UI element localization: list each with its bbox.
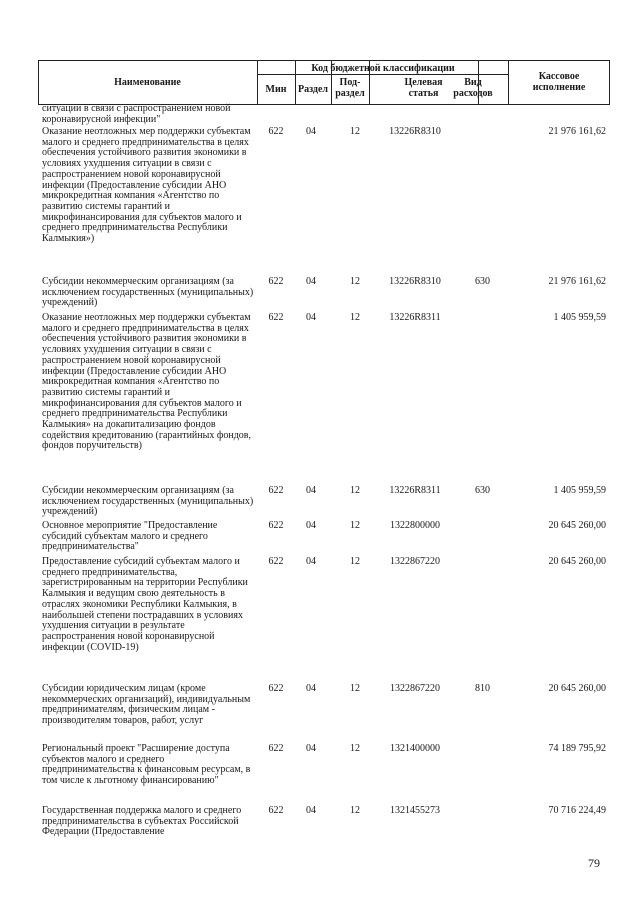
row-name: Оказание неотложных мер поддержки субъектам малого и среднего предпринимательства в целях обеспечения устойчивого развития экономики в условиях ухудшения ситуации в связи с распространением новой коронавирусной инфекции (Предоставление субсидии АНО микрокредитная компания «Агентство по развитию системы гарантий и микрофинансирования для субъектов малого и среднего предпринимательства Республики Калмыкия» на докапитализацию фондов содействия кредитованию (гарантийных фондов, фондов поручительств) — [42, 312, 251, 452]
header-podrazdel: Под- раздел — [335, 77, 365, 99]
row-amount: 70 716 224,49 — [548, 805, 606, 816]
row-razdel: 04 — [306, 743, 316, 754]
row-vid: 810 — [475, 683, 490, 694]
row-target: 13226R8310 — [389, 126, 441, 137]
row-target: 1322867220 — [390, 556, 440, 567]
row-amount: 74 189 795,92 — [548, 743, 606, 754]
row-vid: 630 — [475, 276, 490, 287]
row-amount: 21 976 161,62 — [548, 126, 606, 137]
header-razdel: Раздел — [297, 84, 329, 95]
row-razdel: 04 — [306, 312, 316, 323]
row-razdel: 04 — [306, 520, 316, 531]
row-name: Оказание неотложных мер поддержки субъектам малого и среднего предпринимательства в целях обеспечения устойчивого развития экономики в условиях ухудшения ситуации в связи с распространением новой коронавирусной инфекции (Предоставление субсидии АНО микрокредитная компания «Агентство по развитию системы гарантий и микрофинансирования для субъектов малого и среднего предпринимательства Республики Калмыкия») — [42, 126, 251, 245]
row-target: 13226R8310 — [389, 276, 441, 287]
row-target: 1321400000 — [390, 743, 440, 754]
row-target: 13226R8311 — [389, 312, 441, 323]
row-min: 622 — [268, 556, 284, 567]
row-name: Государственная поддержка малого и среднего предпринимательства в субъектах Российской Федерации (Предоставление — [42, 805, 242, 838]
header-name: Наименование — [114, 77, 181, 88]
row-podrazdel: 12 — [350, 126, 360, 137]
row-min: 622 — [268, 276, 284, 287]
row-razdel: 04 — [306, 805, 316, 816]
row-name: Предоставление субсидий субъектам малого и среднего предпринимательства, зарегистрированным на территории Республики Калмыкия и ведущим свою деятельность в отраслях экономики Республики Калмыкия, в наибольшей степени пострадавших в условиях ухудшения ситуации в результате распространения новой коронавирусной инфекции (COVID-19) — [42, 556, 248, 653]
row-podrazdel: 12 — [350, 485, 360, 496]
row-amount: 20 645 260,00 — [548, 556, 606, 567]
row-target: 1322800000 — [390, 520, 440, 531]
row-min: 622 — [268, 520, 284, 531]
header-vid: Вид расходов — [453, 77, 493, 99]
row-podrazdel: 12 — [350, 805, 360, 816]
header-code-group: Код бюджетной классификации — [311, 63, 455, 74]
header-target: Целевая статья — [404, 77, 443, 99]
row-podrazdel: 12 — [350, 683, 360, 694]
row-amount: 20 645 260,00 — [548, 683, 606, 694]
row-target: 13226R8311 — [389, 485, 441, 496]
row-razdel: 04 — [306, 683, 316, 694]
header-amount: Кассовое исполнение — [532, 71, 586, 93]
row-min: 622 — [268, 312, 284, 323]
row-razdel: 04 — [306, 276, 316, 287]
row-min: 622 — [268, 743, 284, 754]
row-name: Субсидии некоммерческим организациям (за исключением государственных (муниципальных) учреждений) — [42, 485, 254, 518]
row-amount: 20 645 260,00 — [548, 520, 606, 531]
row-razdel: 04 — [306, 485, 316, 496]
header-min: Мин — [265, 84, 287, 95]
row-name: Региональный проект "Расширение доступа субъектов малого и среднего предпринимательства к финансовым ресурсам, в том числе к льготному финансированию" — [42, 743, 251, 787]
row-name: Основное мероприятие "Предоставление субсидий субъектам малого и среднего предпринимательства" — [42, 520, 218, 553]
row-min: 622 — [268, 485, 284, 496]
row-razdel: 04 — [306, 556, 316, 567]
row-min: 622 — [268, 126, 284, 137]
page-number: 79 — [588, 856, 600, 870]
row-name: Субсидии юридическим лицам (кроме некоммерческих организаций), индивидуальным предпринимателям, физическим лицам - производителям товаров, работ, услуг — [42, 683, 251, 727]
row-vid: 630 — [475, 485, 490, 496]
row-podrazdel: 12 — [350, 556, 360, 567]
row-podrazdel: 12 — [350, 520, 360, 531]
row-podrazdel: 12 — [350, 276, 360, 287]
row-podrazdel: 12 — [350, 312, 360, 323]
row-razdel: 04 — [306, 126, 316, 137]
row-amount: 1 405 959,59 — [553, 485, 606, 496]
row-target: 1321455273 — [390, 805, 440, 816]
row-amount: 21 976 161,62 — [548, 276, 606, 287]
row-name: Субсидии некоммерческим организациям (за исключением государственных (муниципальных) учреждений) — [42, 276, 254, 309]
row-target: 1322867220 — [390, 683, 440, 694]
row-podrazdel: 12 — [350, 743, 360, 754]
row-min: 622 — [268, 805, 284, 816]
row-min: 622 — [268, 683, 284, 694]
row-amount: 1 405 959,59 — [553, 312, 606, 323]
row-name: ситуации в связи с распространением новой коронавирусной инфекции" — [42, 103, 231, 125]
